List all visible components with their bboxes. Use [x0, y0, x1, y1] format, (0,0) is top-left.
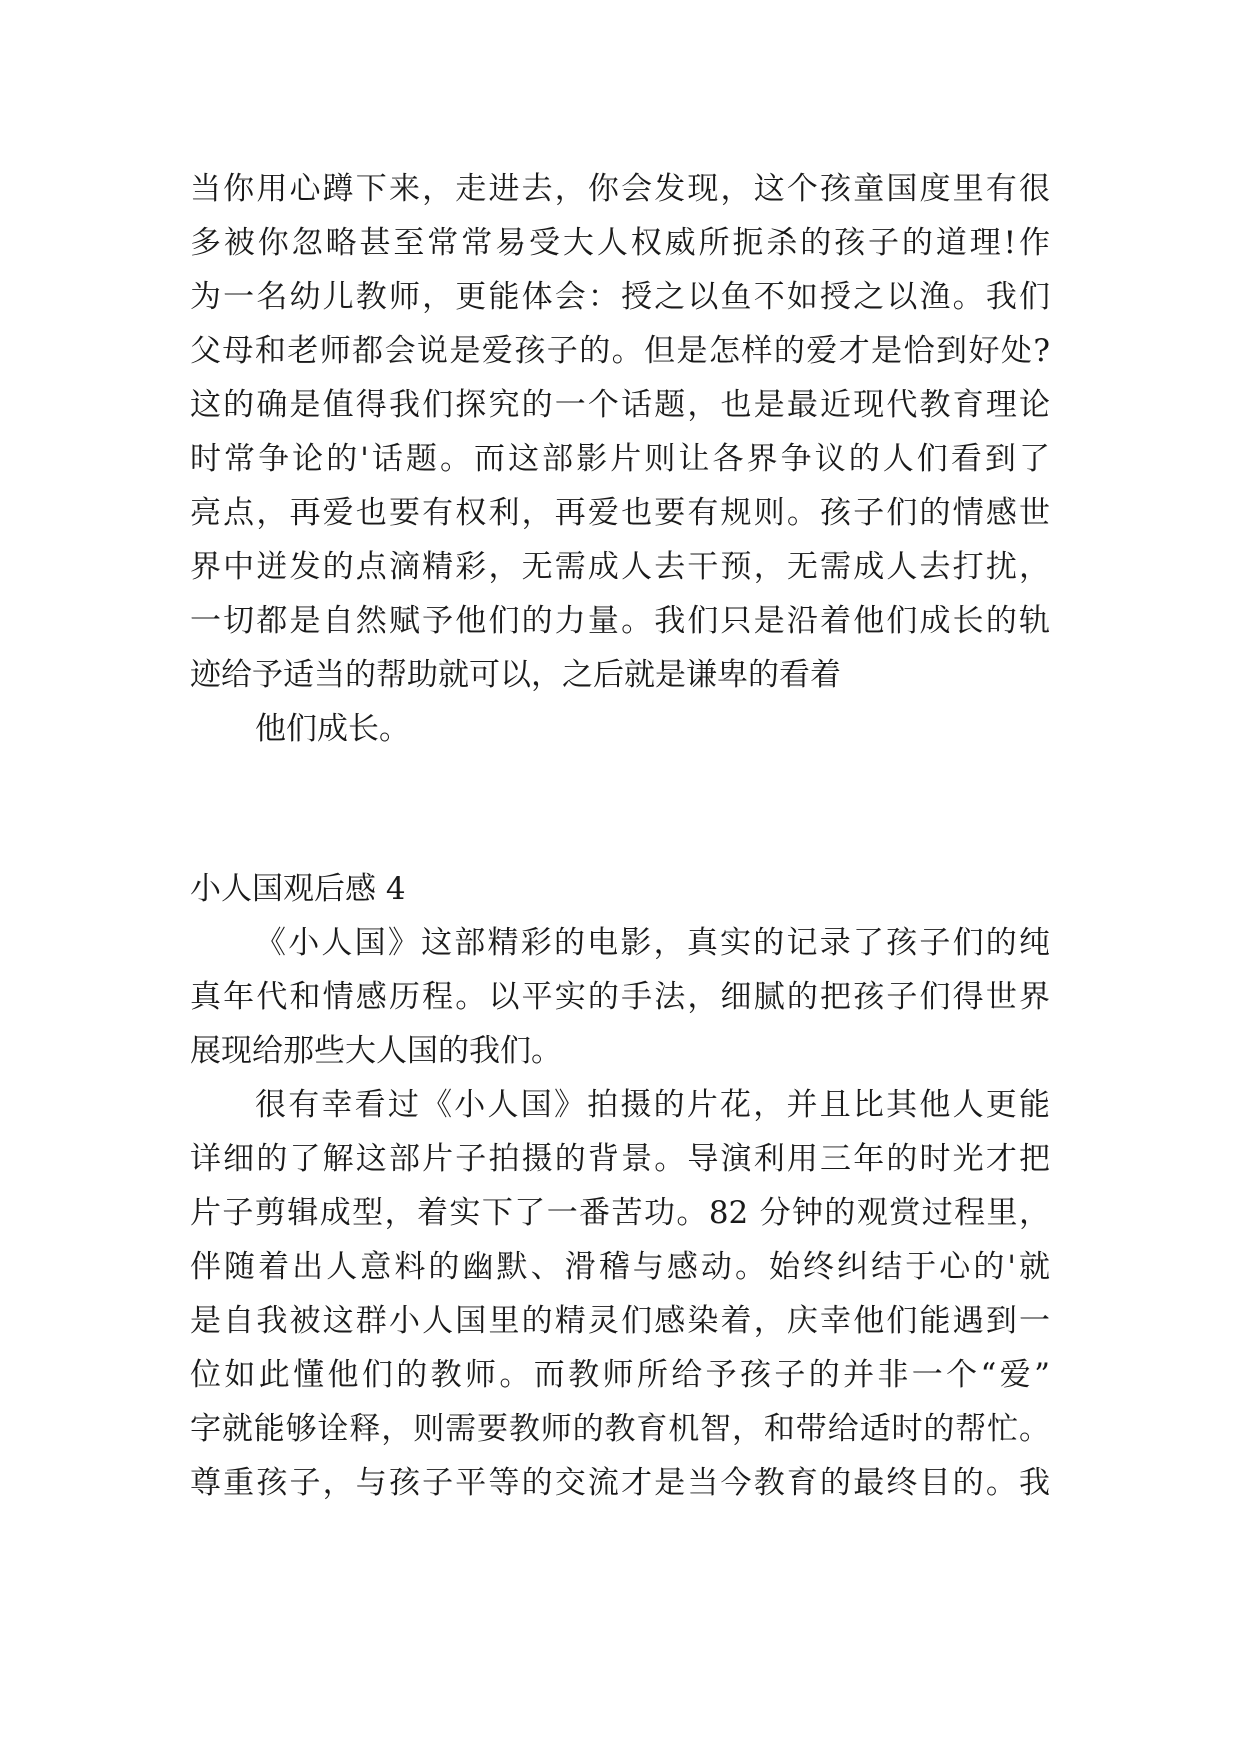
paragraph-line: 位如此懂他们的教师。而教师所给予孩子的并非一个“爱”: [190, 1357, 1050, 1393]
paragraph-line: 片子剪辑成型，着实下了一番苦功。82 分钟的观赏过程里，: [190, 1195, 1050, 1231]
paragraph-line: 真年代和情感历程。以平实的手法，细腻的把孩子们得世界: [190, 979, 1050, 1015]
paragraph-1: [190, 162, 1050, 756]
paragraph-line: 详细的了解这部片子拍摄的背景。导演利用三年的时光才把: [190, 1141, 1050, 1177]
paragraph-line: 为一名幼儿教师，更能体会：授之以鱼不如授之以渔。我们: [190, 279, 1050, 315]
paragraph-line: 父母和老师都会说是爱孩子的。但是怎样的爱才是恰到好处?: [190, 333, 1050, 369]
paragraph-line: 展现给那些大人国的我们。: [190, 1033, 562, 1069]
paragraph-line: 时常争论的'话题。而这部影片则让各界争议的人们看到了: [190, 441, 1050, 477]
paragraph-line: 尊重孩子，与孩子平等的交流才是当今教育的最终目的。我: [190, 1465, 1050, 1501]
paragraph-line: 是自我被这群小人国里的精灵们感染着，庆幸他们能遇到一: [190, 1303, 1050, 1339]
paragraph-line: 一切都是自然赋予他们的力量。我们只是沿着他们成长的轨: [190, 603, 1050, 639]
section-4: [190, 862, 1050, 1510]
paragraph-line: 很有幸看过《小人国》拍摄的片花，并且比其他人更能: [255, 1087, 1050, 1123]
paragraph-line: 当你用心蹲下来，走进去，你会发现，这个孩童国度里有很: [190, 171, 1050, 207]
paragraph-line: 迹给予适当的帮助就可以，之后就是谦卑的看着: [190, 657, 841, 693]
paragraph-line: 亮点，再爱也要有权利，再爱也要有规则。孩子们的情感世: [190, 495, 1050, 531]
paragraph-line: 多被你忽略甚至常常易受大人权威所扼杀的孩子的道理!作: [190, 225, 1050, 261]
paragraph-line: 伴随着出人意料的幽默、滑稽与感动。始终纠结于心的'就: [190, 1249, 1050, 1285]
paragraph-line: 字就能够诠释，则需要教师的教育机智，和带给适时的帮忙。: [190, 1411, 1050, 1447]
paragraph-line: 界中迸发的点滴精彩，无需成人去干预，无需成人去打扰，: [190, 549, 1050, 585]
paragraph-continuation: 他们成长。: [255, 711, 410, 747]
paragraph-line: 《小人国》这部精彩的电影，真实的记录了孩子们的纯: [255, 925, 1050, 961]
section-title: 小人国观后感 4: [190, 871, 406, 907]
paragraph-line: 这的确是值得我们探究的一个话题，也是最近现代教育理论: [190, 387, 1050, 423]
